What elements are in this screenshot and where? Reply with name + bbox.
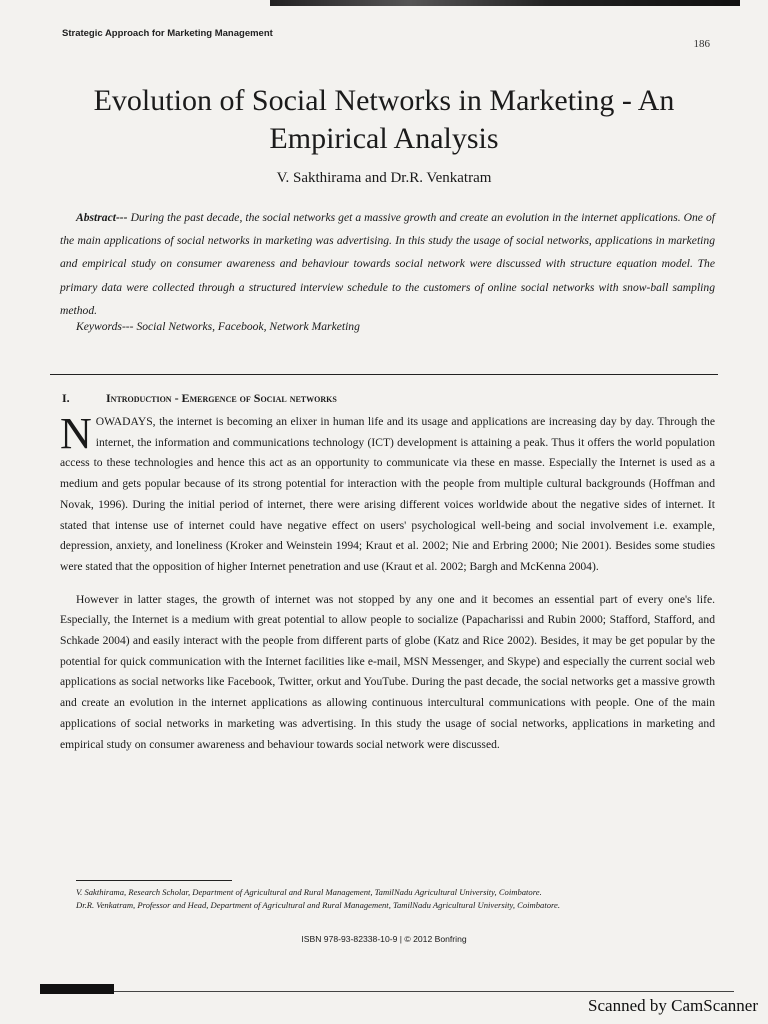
scan-edge-bar xyxy=(270,0,740,6)
keywords-text: Social Networks, Facebook, Network Marketing xyxy=(136,320,360,333)
scanner-watermark: Scanned by CamScanner xyxy=(588,996,758,1015)
scan-bottom-line xyxy=(114,991,734,992)
intro-paragraph-2: However in latter stages, the growth of internet was not stopped by any one and it becomes an essential part of every one's life. Especially, the Internet is a medium with great potential to allow people to socialize (Papacharissi and Rubin 2000; Stafford, Stafford, and Schkade 2004) and easily interact with the people from different parts of globe (Katz and Rice 2002). Besides, it may be get popular by the potential for quick communication with the Internet facilities like e-mail, MSN Messenger, and Skype) and especially the current social web applications as social networks like Facebook, Twitter, orkut and YouTube. During the past decade, the social networks get a massive growth and create an evolution in the internet applications as allowing continuous intercultural communications with people. One of the main applications of social networks in marketing was advertising. In this study the usage of social networks, applications in marketing and empirical study on consumer awareness and behaviour towards social network were discussed. xyxy=(60,592,715,751)
isbn-line: ISBN 978-93-82338-10-9 | © 2012 Bonfring xyxy=(301,934,467,944)
page-number: 186 xyxy=(693,38,710,50)
title-line-2: Empirical Analysis xyxy=(269,122,499,155)
drop-cap: N xyxy=(60,409,92,458)
abstract xyxy=(60,206,715,322)
intro-paragraph-1 xyxy=(60,409,715,578)
footnote-rule xyxy=(76,880,232,881)
section-number: I. xyxy=(62,391,70,405)
running-header: Strategic Approach for Marketing Management xyxy=(62,28,273,39)
title-line-1: Evolution of Social Networks in Marketing - An xyxy=(93,84,675,117)
scan-edge-mark xyxy=(40,984,114,994)
paper-title xyxy=(60,82,708,158)
abstract-label: Abstract--- xyxy=(76,211,128,224)
keywords-label: Keywords--- xyxy=(76,320,134,333)
section-heading xyxy=(62,391,337,406)
footnote-1: V. Sakthirama, Research Scholar, Department of Agricultural and Rural Management, TamilNadu Agricultural University, Coimbatore. xyxy=(76,887,542,897)
introduction-body xyxy=(60,409,715,767)
abstract-text: During the past decade, the social networks get a massive growth and create an evolution in the internet applications. One of the main applications of social networks in marketing was advertising. In this study the usage of social networks, applications in marketing and empirical study on consumer awareness and behaviour towards social network were discussed with structure equation model. The primary data were collected through a structured interview schedule to the customers of online social networks with snow-ball sampling method. xyxy=(60,211,715,317)
keywords xyxy=(76,320,360,333)
intro-paragraph-1-text: OWADAYS, the internet is becoming an elixer in human life and its usage and applications are increasing day by day. Through the internet, the information and communications technology (ICT) development is attaining a peak. Thus it offers the world population access to these technologies and hence this act as an opportunity to communicate via these en masse. Especially the Internet is used as a medium and gets popular because of its strong potential for interaction with the people from multiple cultural backgrounds (Hoffman and Novak, 1996). During the initial period of internet, there were arising different voices worldwide about the negative sides of internet. It stated that intense use of internet could have negative effect on users' psychological well-being and social involvement i.e. example, depression, anxiety, and loneliness (Kroker and Weinstein 1994; Kraut et al. 2002; Nie and Erbring 2000; Nie 2001). Besides some studies were stated that the opposition of higher Internet penetration and use (Kraut et al. 2002; Bargh and McKenna 2004). xyxy=(60,415,715,573)
section-title: Introduction - Emergence of Social networks xyxy=(106,391,337,405)
footnotes xyxy=(76,886,706,912)
section-divider xyxy=(50,374,718,375)
authors: V. Sakthirama and Dr.R. Venkatram xyxy=(276,170,492,186)
footnote-2: Dr.R. Venkatram, Professor and Head, Department of Agricultural and Rural Management, TamilNadu Agricultural University, Coimbatore. xyxy=(76,900,561,910)
